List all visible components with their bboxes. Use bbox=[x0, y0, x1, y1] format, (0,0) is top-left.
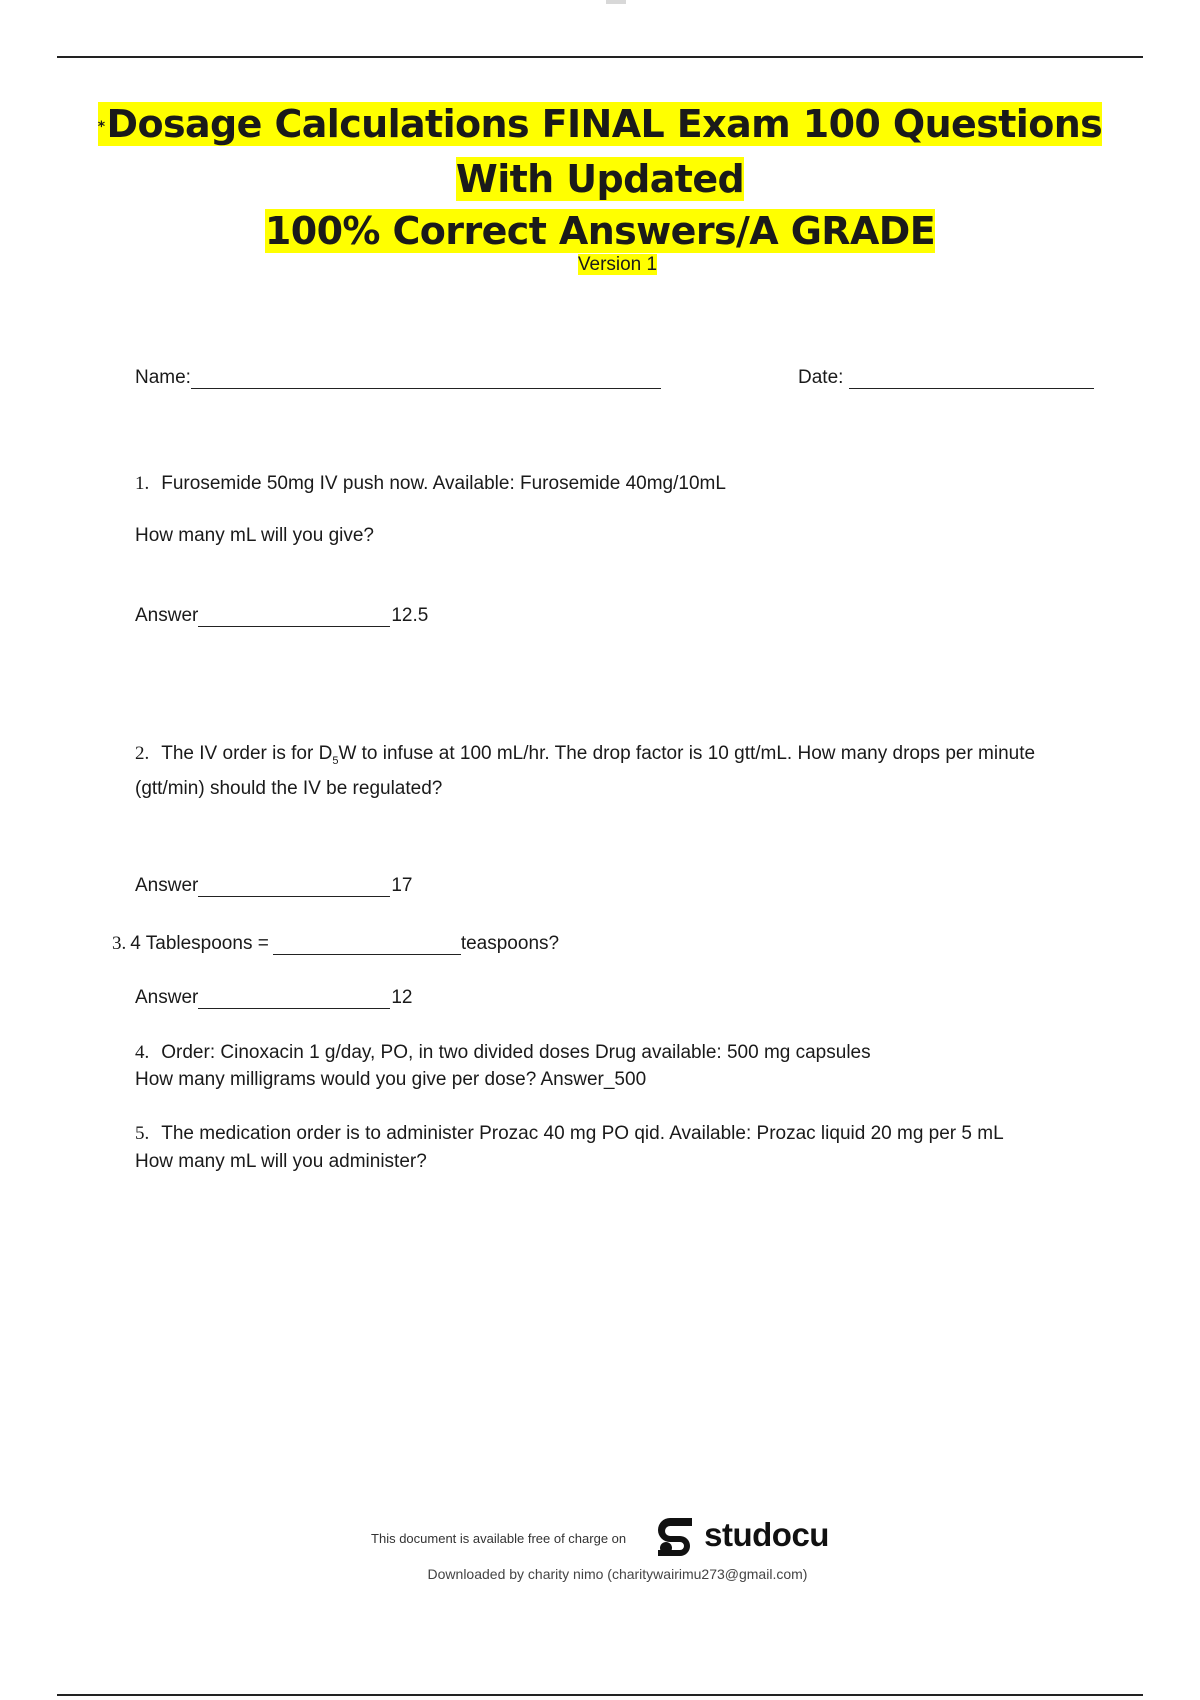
question-4-text: Order: Cinoxacin 1 g/day, PO, in two divided doses Drug available: 500 mg capsules bbox=[161, 1042, 871, 1063]
document-title bbox=[60, 98, 1140, 257]
question-3-text: 4 Tablespoons = bbox=[130, 933, 269, 954]
answer-line[interactable] bbox=[198, 874, 390, 897]
answer-label: Answer bbox=[135, 875, 199, 896]
question-3-unit: teaspoons? bbox=[460, 933, 560, 954]
question-5-sub: How many mL will you administer? bbox=[135, 1151, 427, 1172]
name-input-line[interactable] bbox=[191, 366, 661, 389]
question-1 bbox=[135, 470, 1110, 497]
version-label: Version 1 bbox=[577, 254, 658, 275]
top-scroll-mark bbox=[606, 0, 626, 4]
question-1-answer bbox=[135, 604, 428, 627]
question-3-blank[interactable] bbox=[273, 932, 461, 955]
name-label: Name: bbox=[135, 367, 191, 388]
question-5-text: The medication order is to administer Prozac 40 mg PO qid. Available: Prozac liquid 20 mg per 5 mL bbox=[161, 1123, 1004, 1144]
question-5 bbox=[135, 1120, 1110, 1147]
studocu-wordmark: studocu bbox=[704, 1516, 829, 1553]
question-2 bbox=[135, 740, 1110, 802]
downloaded-by-text: Downloaded by charity nimo (charitywairimu273@gmail.com) bbox=[427, 1566, 808, 1582]
version-label-wrap bbox=[0, 254, 1200, 276]
question-1-number: 1. bbox=[135, 473, 150, 494]
answer-line[interactable] bbox=[198, 604, 390, 627]
answer-line[interactable] bbox=[198, 986, 390, 1009]
title-line-2: 100% Correct Answers/A GRADE bbox=[264, 208, 936, 253]
question-2-text-post: W to infuse at 100 mL/hr. The drop factor is 10 gtt/mL. How many drops per minute (gtt/min) should the IV be regulated? bbox=[135, 743, 1036, 799]
question-2-subscript: 5 bbox=[332, 754, 339, 767]
answer-value: 17 bbox=[391, 875, 413, 896]
question-4-sub: How many milligrams would you give per dose? Answer_500 bbox=[135, 1069, 647, 1090]
question-3 bbox=[112, 932, 559, 955]
question-2-text-pre: The IV order is for D bbox=[161, 743, 333, 764]
question-1-sub: How many mL will you give? bbox=[135, 525, 374, 546]
date-label: Date: bbox=[798, 367, 844, 388]
studocu-banner bbox=[0, 1512, 1200, 1558]
question-1-text: Furosemide 50mg IV push now. Available: Furosemide 40mg/10mL bbox=[161, 473, 726, 494]
question-2-answer bbox=[135, 874, 413, 897]
title-marker: * bbox=[97, 118, 105, 135]
answer-label: Answer bbox=[135, 605, 199, 626]
question-4-number: 4. bbox=[135, 1042, 150, 1063]
title-line-1: Dosage Calculations FINAL Exam 100 Questions With Updated bbox=[106, 102, 1103, 201]
studocu-brand[interactable] bbox=[652, 1512, 829, 1558]
available-text: This document is available free of charge on bbox=[371, 1530, 627, 1546]
question-5-number: 5. bbox=[135, 1123, 150, 1144]
studocu-logo-icon bbox=[652, 1512, 698, 1558]
date-field bbox=[798, 366, 1094, 389]
answer-label: Answer bbox=[135, 987, 199, 1008]
top-rule bbox=[57, 56, 1143, 58]
question-4 bbox=[135, 1039, 1110, 1066]
answer-value: 12 bbox=[391, 987, 413, 1008]
question-2-number: 2. bbox=[135, 743, 150, 764]
date-input-line[interactable] bbox=[849, 366, 1094, 389]
bottom-rule bbox=[57, 1694, 1143, 1696]
question-3-number: 3. bbox=[112, 933, 127, 954]
name-field bbox=[135, 366, 661, 389]
answer-value: 12.5 bbox=[391, 605, 429, 626]
question-3-answer bbox=[135, 986, 413, 1009]
